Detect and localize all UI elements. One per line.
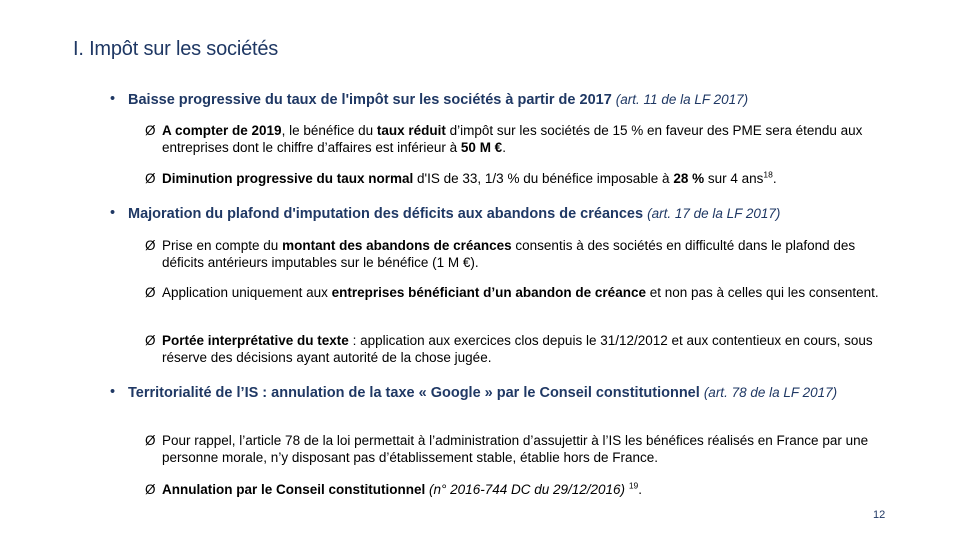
arrow-bullet-icon: Ø bbox=[145, 482, 156, 497]
sub-item: Ø Diminution progressive du taux normal d'IS de 33, 1/3 % du bénéfice imposable à 28 % sur 4 ans$^{18}$. bbox=[145, 169, 777, 186]
sub-item: Ø Application uniquement aux entreprises bénéficiant d’un abandon de créance et non pas à celles qui les consentent. bbox=[145, 285, 879, 300]
bullet-dot: • bbox=[110, 91, 116, 107]
arrow-bullet-icon: Ø bbox=[145, 333, 156, 348]
sub-item: Ø Prise en compte du montant des abandons de créances consentis à des sociétés en difficulté dans le plafond des déficits antérieurs imputables sur le bénéfice (1 M €). bbox=[145, 238, 856, 270]
section-bullet bbox=[110, 384, 890, 402]
arrow-bullet-icon: Ø bbox=[145, 171, 156, 186]
legal-reference: (art. 17 de la LF 2017) bbox=[647, 206, 781, 221]
sub-item: Ø Portée interprétative du texte : application aux exercices clos depuis le 31/12/2012 et aux contentieux en cours, sous réserve des décisions ayant autorité de la chose jugée. bbox=[145, 333, 873, 365]
bullet-dot: • bbox=[110, 205, 116, 221]
legal-reference: (art. 11 de la LF 2017) bbox=[615, 92, 749, 107]
arrow-bullet-icon: Ø bbox=[145, 433, 156, 448]
arrow-bullet-icon: Ø bbox=[145, 123, 156, 138]
bullet-dot: • bbox=[110, 384, 116, 400]
sub-item: Ø A compter de 2019, le bénéfice du taux réduit d’impôt sur les sociétés de 15 % en faveur des PME sera étendu aux entreprises dont le chiffre d’affaires est inférieur à 50 M €. bbox=[145, 123, 863, 155]
footnote-ref: 18 bbox=[763, 169, 773, 180]
section-bullet bbox=[110, 205, 890, 223]
sub-item: Ø Annulation par le Conseil constitutionnel (n° 2016-744 DC du 29/12/2016) $^{19}$. bbox=[145, 480, 643, 497]
footnote-ref: 19 bbox=[628, 480, 639, 491]
arrow-bullet-icon: Ø bbox=[145, 285, 156, 300]
section-heading: Territorialité de l’IS : annulation de la taxe « Google » par le Conseil constitutionnel bbox=[128, 385, 700, 401]
section-heading: Majoration du plafond d'imputation des déficits aux abandons de créances bbox=[128, 206, 644, 222]
sub-item: Ø Pour rappel, l’article 78 de la loi permettait à l’administration d’assujettir à l’IS les bénéfices réalisés en France par une personne morale, n’y disposant pas d’établissement stable, établie hors de France. bbox=[145, 433, 869, 465]
page-number: 12 bbox=[873, 509, 886, 521]
section-heading: Baisse progressive du taux de l'impôt sur les sociétés à partir de 2017 bbox=[128, 92, 612, 108]
legal-reference: (art. 78 de la LF 2017) bbox=[703, 385, 838, 400]
arrow-bullet-icon: Ø bbox=[145, 238, 156, 253]
section-bullet bbox=[110, 91, 890, 109]
slide-title: I. Impôt sur les sociétés bbox=[73, 38, 279, 60]
